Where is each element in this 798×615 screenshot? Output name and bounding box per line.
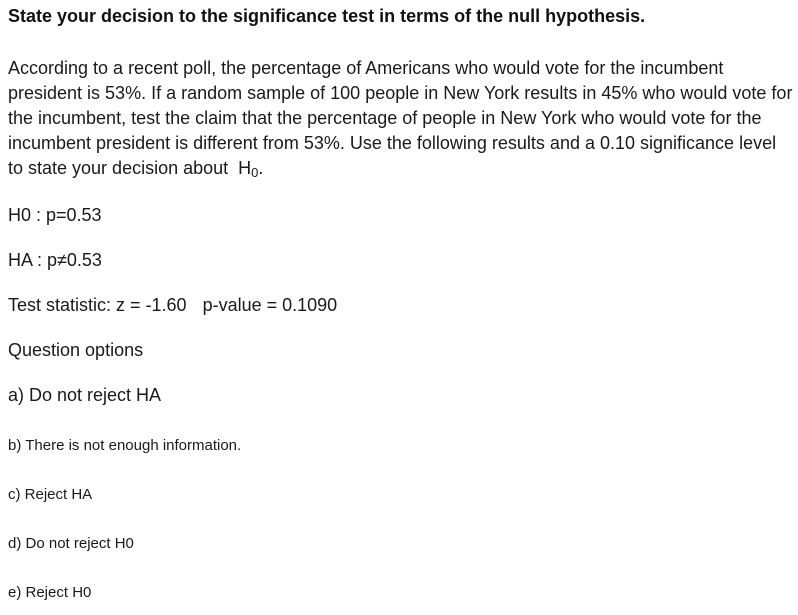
options-heading: Question options xyxy=(8,340,144,360)
h0-notation xyxy=(233,158,263,178)
option-a[interactable]: a) Do not reject HA xyxy=(8,385,162,405)
h0-subscript: 0 xyxy=(251,165,259,180)
prompt-text: According to a recent poll, the percentage of Americans who would vote for the incumbent president is 53%. If a random sample of 100 people in New York results in 45% who would vote for the incumbent, test the claim that the percentage of people in New York who would vote for the incumbent president is different from 53%. Use the following results and a 0.10 significance level to state your decision about xyxy=(8,58,793,178)
alternative-hypothesis: HA : p≠0.53 xyxy=(8,250,102,270)
option-e[interactable]: e) Reject H0 xyxy=(8,584,92,601)
option-b[interactable]: b) There is not enough information. xyxy=(8,437,242,454)
question-prompt xyxy=(8,56,794,181)
h0-suffix: . xyxy=(258,158,264,178)
test-statistic: Test statistic: z = -1.60 xyxy=(8,295,187,315)
option-d[interactable]: d) Do not reject H0 xyxy=(8,535,134,552)
p-value: p-value = 0.1090 xyxy=(202,295,338,315)
question-title: State your decision to the significance test in terms of the null hypothesis. xyxy=(8,6,646,26)
test-results xyxy=(8,295,337,316)
option-c[interactable]: c) Reject HA xyxy=(8,486,93,503)
h0-symbol: H xyxy=(238,158,252,178)
null-hypothesis: H0 : p=0.53 xyxy=(8,205,102,225)
